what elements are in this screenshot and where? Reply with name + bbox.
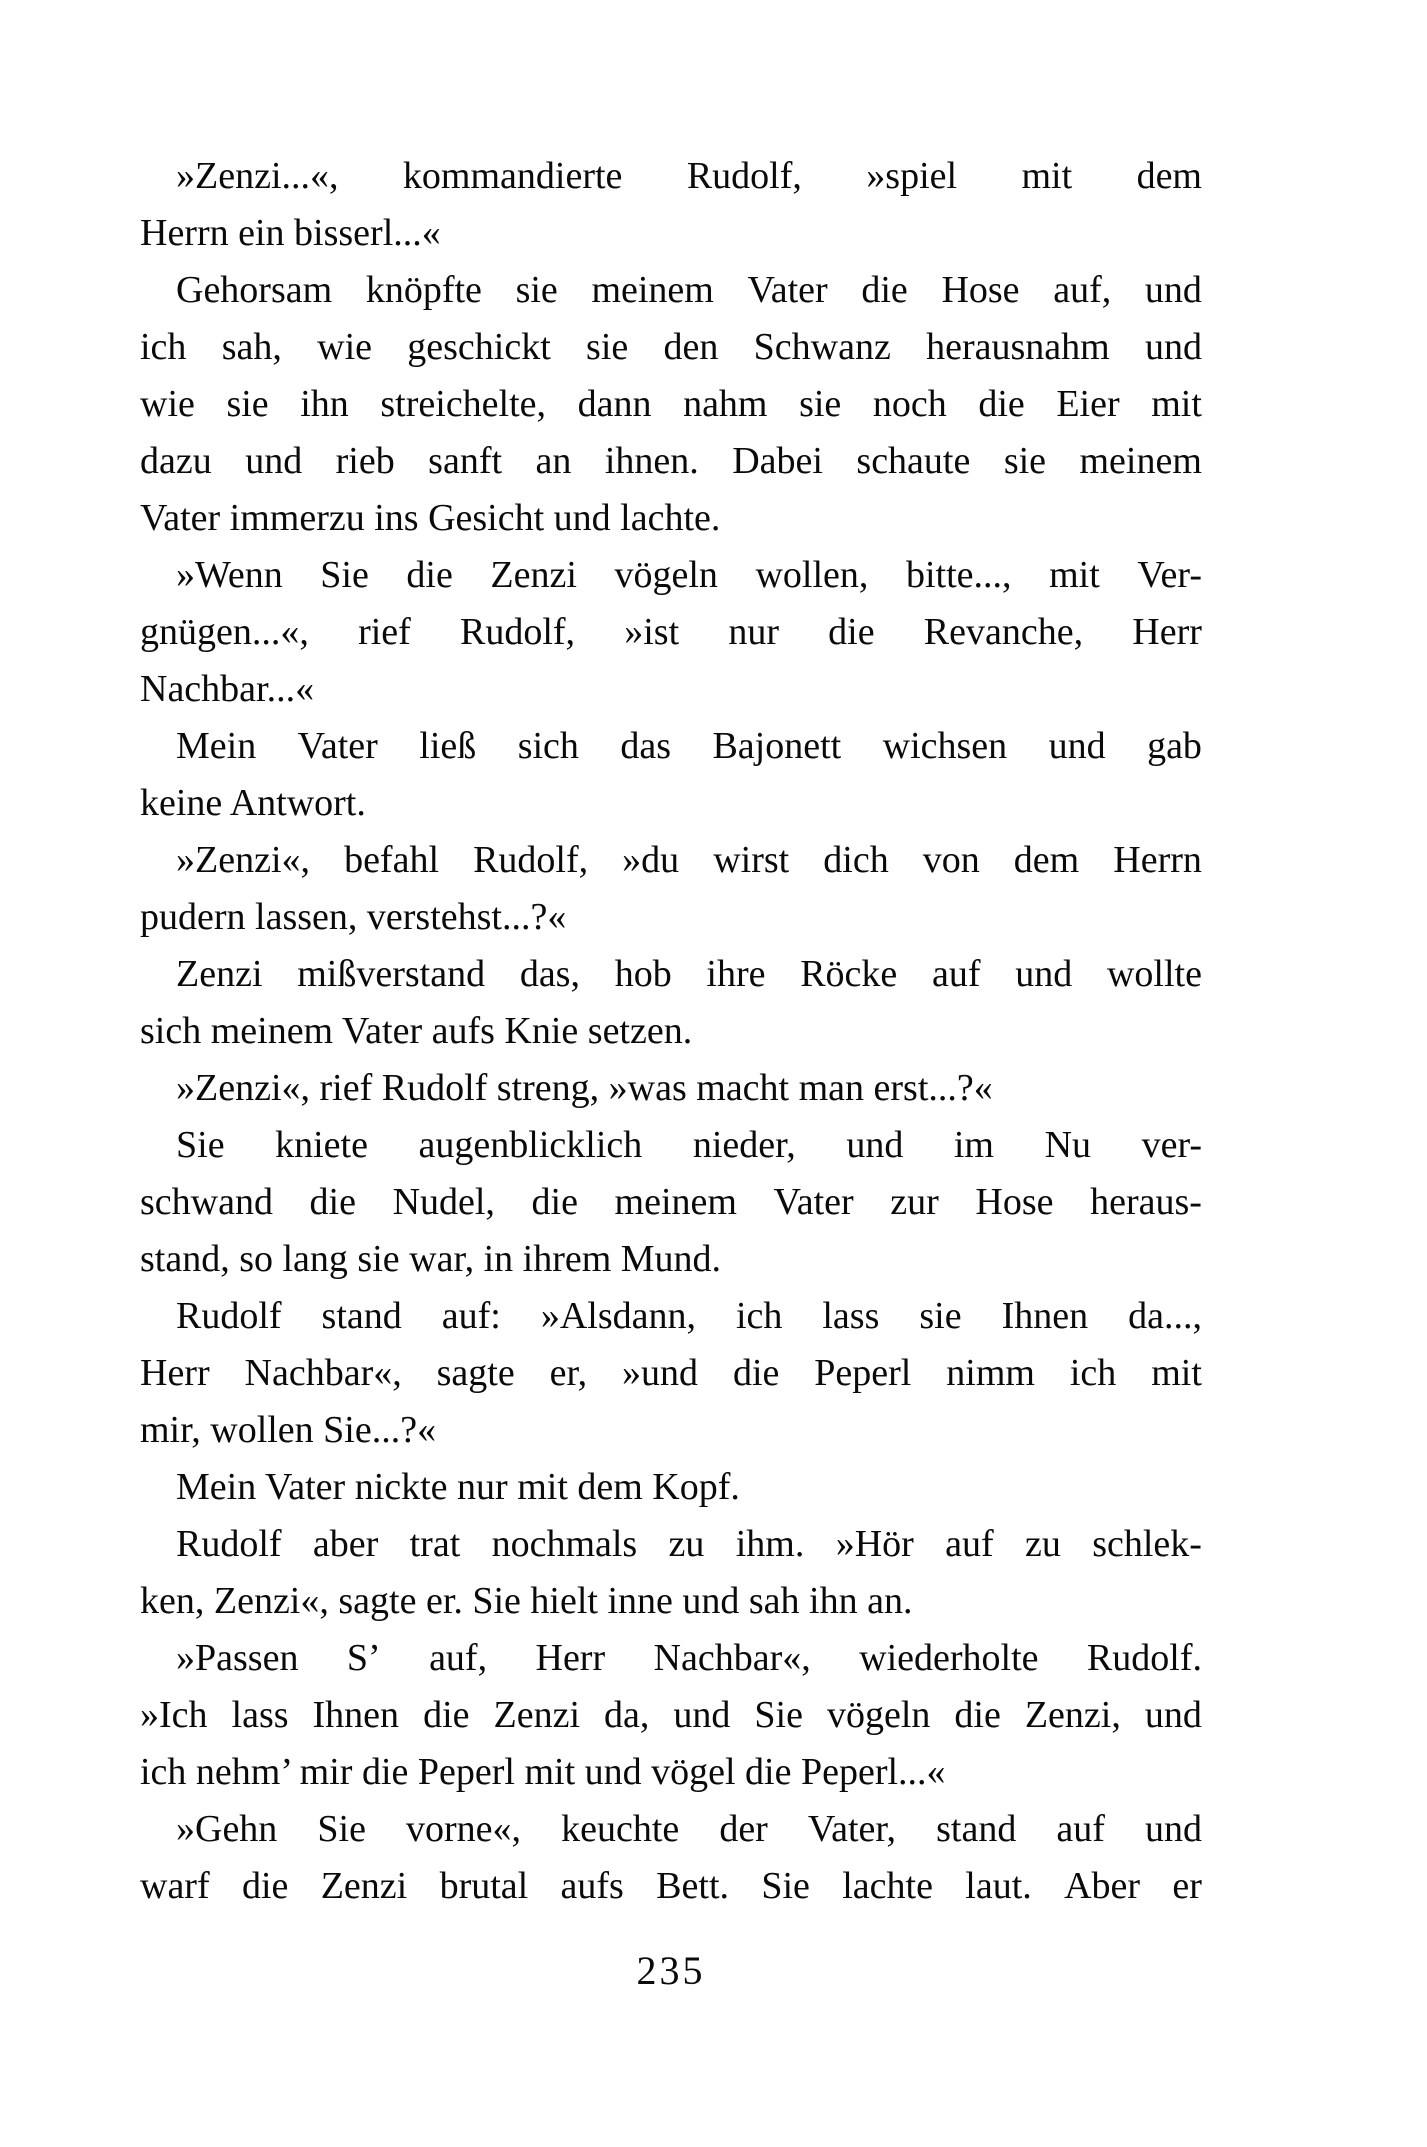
word: sich [517,725,579,767]
word: Sie [761,1865,810,1907]
word: augenblicklich [418,1124,643,1166]
word: Bajonett [712,725,842,767]
paragraph [140,946,1202,1060]
word: und [846,1124,904,1166]
text-line [140,1801,1202,1858]
paragraph [140,1288,1202,1459]
word: bitte..., [905,554,1012,596]
word: auf [932,953,981,995]
word: und [1015,953,1073,995]
word: knöpfte [365,269,482,311]
word: zur [890,1181,939,1223]
paragraph [140,1459,1202,1516]
word: Sie [320,554,369,596]
word: vögeln [614,554,718,596]
word: mit [1049,554,1100,596]
word: Zenzi [320,1865,408,1907]
paragraph [140,832,1202,946]
word: wie [140,383,195,425]
word: nochmals [491,1523,638,1565]
word: und [1145,1808,1202,1850]
word: das [620,725,672,767]
word: nimm [946,1352,1035,1394]
text-line [140,547,1202,604]
text-line [140,1117,1202,1174]
word: das, [519,953,580,995]
word: dem [1013,839,1080,881]
word: gab [1147,725,1202,767]
word: heraus- [1090,1181,1202,1223]
text-line [140,604,1202,661]
word: »du [622,839,680,881]
word: Hose [941,269,1020,311]
word: Rudolf [176,1523,282,1565]
text-line: Nachbar...« [140,668,315,710]
word: Zenzi [493,1694,581,1736]
word: stand [321,1295,402,1337]
word: zu [668,1523,705,1565]
word: schlek- [1092,1523,1202,1565]
word: mit [1151,383,1202,425]
word: auf, [1053,269,1112,311]
text-line [140,376,1202,433]
word: Sie [317,1808,366,1850]
word: ver- [1141,1124,1202,1166]
word: und [1144,269,1202,311]
word: die [241,1865,289,1907]
word: S’ [346,1637,381,1679]
word: nieder, [692,1124,796,1166]
word: sie [586,326,629,368]
word: die [531,1181,578,1223]
word: und [1048,725,1106,767]
text-line: ken, Zenzi«, sagte er. Sie hielt inne und sah ihn an. [140,1580,913,1622]
word: ich [140,326,187,368]
word: und [245,440,303,482]
word: den [663,326,719,368]
paragraph [140,148,1202,262]
text-line [140,718,1202,775]
text-line: stand, so lang sie war, in ihrem Mund. [140,1238,722,1280]
word: vögeln [826,1694,931,1736]
word: er [1172,1865,1202,1907]
text-line: ich nehm’ mir die Peperl mit und vögel die Peperl...« [140,1751,946,1793]
paragraph [140,547,1202,718]
text-line [140,946,1202,1003]
word: die [954,1694,1001,1736]
word: meinem [1079,440,1202,482]
word: Gehorsam [176,269,333,311]
word: sie [1003,440,1047,482]
word: Nudel, [392,1181,495,1223]
text-line: Herrn ein bisserl...« [140,212,441,254]
word: ihn [300,383,349,425]
word: Ihnen [312,1694,400,1736]
word: Schwanz [753,326,891,368]
word: noch [872,383,947,425]
word: sie [919,1295,962,1337]
word: dazu [140,440,212,482]
word: »ist [624,611,680,653]
word: wichsen [882,725,1008,767]
word: ihre [706,953,766,995]
word: »Ich [140,1694,208,1736]
word: im [953,1124,994,1166]
word: wollte [1106,953,1202,995]
word: wiederholte [859,1637,1039,1679]
word: wie [317,326,372,368]
word: aufs [560,1865,624,1907]
word: Eier [1056,383,1120,425]
word: vorne«, [406,1808,522,1850]
word: sie [226,383,269,425]
word: lass [822,1295,880,1337]
paragraph [140,1630,1202,1801]
word: wirst [713,839,790,881]
word: rieb [335,440,395,482]
word: schaute [856,440,971,482]
word: Hose [975,1181,1054,1223]
word: Rudolf, [686,155,802,197]
word: die [978,383,1025,425]
word: Herr [1132,611,1202,653]
word: da, [604,1694,650,1736]
paragraph [140,1801,1202,1915]
text-line [140,1516,1202,1573]
word: kommandierte [402,155,623,197]
paragraph [140,262,1202,547]
word: mit [1151,1352,1202,1394]
word: ihm. [735,1523,805,1565]
word: dem [1136,155,1202,197]
word: Rudolf, [459,611,576,653]
word: »Gehn [176,1808,278,1850]
word: er, [549,1352,588,1394]
word: »Alsdann, [540,1295,696,1337]
text-line: keine Antwort. [140,782,366,824]
word: Vater [773,1181,854,1223]
word: die [309,1181,356,1223]
word: gnügen...«, [140,611,309,653]
word: die [423,1694,470,1736]
word: Peperl [814,1352,912,1394]
word: laut. [965,1865,1032,1907]
word: und [1145,326,1202,368]
word: streichelte, [380,383,547,425]
word: sie [799,383,842,425]
word: und [673,1694,731,1736]
text-line [140,1858,1202,1915]
word: ihnen. [604,440,699,482]
text-line [140,319,1202,376]
word: nur [728,611,779,653]
paragraph [140,718,1202,832]
word: Dabei [732,440,823,482]
word: hob [614,953,672,995]
word: meinem [614,1181,737,1223]
word: Nachbar«, [653,1637,811,1679]
word: auf: [441,1295,501,1337]
paragraph [140,1117,1202,1288]
text-line: »Zenzi«, rief Rudolf streng, »was macht man erst...?« [176,1067,993,1109]
word: ließ [419,725,477,767]
text-line [140,1345,1202,1402]
word: »Passen [176,1637,299,1679]
word: von [922,839,980,881]
word: Herr [535,1637,606,1679]
word: trat [409,1523,461,1565]
word: lachte [842,1865,933,1907]
word: mißverstand [297,953,486,995]
text-line [140,262,1202,319]
word: Revanche, [923,611,1084,653]
word: aber [312,1523,379,1565]
word: der [719,1808,768,1850]
word: befahl [344,839,440,881]
word: Nachbar«, [244,1352,402,1394]
word: die [861,269,908,311]
text-line: Mein Vater nickte nur mit dem Kopf. [176,1466,740,1508]
word: wollen, [755,554,869,596]
word: sagte [436,1352,515,1394]
word: Rudolf, [473,839,589,881]
paragraph [140,1060,1202,1117]
word: geschickt [407,326,551,368]
page-number: 235 [636,1948,706,1993]
page-text [140,0,1202,1915]
word: Vater [297,725,378,767]
word: die [828,611,875,653]
word: mit [1021,155,1073,197]
word: warf [140,1865,210,1907]
word: dann [577,383,652,425]
text-line [140,1174,1202,1231]
word: »Zenzi«, [176,839,311,881]
word: Bett. [656,1865,729,1907]
text-line [140,832,1202,889]
word: Vater [747,269,828,311]
word: da..., [1128,1295,1202,1337]
word: »Wenn [176,554,283,596]
word: »Hör [835,1523,914,1565]
word: auf [1056,1808,1105,1850]
text-line [140,1630,1202,1687]
word: nahm [683,383,768,425]
word: zu [1025,1523,1061,1565]
text-line [140,148,1202,205]
word: ich [1069,1352,1117,1394]
word: Rudolf. [1086,1637,1202,1679]
word: keuchte [561,1808,680,1850]
word: meinem [591,269,714,311]
word: an [535,440,572,482]
word: lass [231,1694,289,1736]
text-line: pudern lassen, verstehst...?« [140,896,567,938]
word: die [406,554,453,596]
text-line [140,1288,1202,1345]
word: die [732,1352,780,1394]
word: sie [515,269,558,311]
word: brutal [439,1865,529,1907]
paragraph [140,1516,1202,1630]
word: Mein [176,725,257,767]
word: rief [358,611,411,653]
word: stand [936,1808,1017,1850]
word: herausnahm [926,326,1110,368]
word: Ihnen [1001,1295,1089,1337]
word: Sie [176,1124,225,1166]
text-line: Vater immerzu ins Gesicht und lachte. [140,497,721,539]
text-line [140,1687,1202,1744]
word: Zenzi [490,554,577,596]
word: Rudolf [176,1295,282,1337]
text-line: mir, wollen Sie...?« [140,1409,437,1451]
word: Vater, [807,1808,897,1850]
word: Aber [1064,1865,1141,1907]
word: Röcke [800,953,898,995]
text-line [140,433,1202,490]
word: sah, [221,326,282,368]
word: schwand [140,1181,273,1223]
word: Nu [1044,1124,1092,1166]
word: Herrn [1113,839,1202,881]
word: Zenzi, [1024,1694,1121,1736]
word: ich [735,1295,783,1337]
word: dich [823,839,889,881]
word: »Zenzi...«, [176,155,339,197]
word: »spiel [866,155,958,197]
text-line: sich meinem Vater aufs Knie setzen. [140,1010,693,1052]
word: kniete [275,1124,368,1166]
word: sanft [428,440,503,482]
word: »und [622,1352,699,1394]
word: Zenzi [176,953,263,995]
word: Ver- [1137,554,1202,596]
word: Herr [140,1352,210,1394]
word: und [1144,1694,1202,1736]
word: Sie [754,1694,803,1736]
word: auf [945,1523,994,1565]
word: auf, [429,1637,488,1679]
